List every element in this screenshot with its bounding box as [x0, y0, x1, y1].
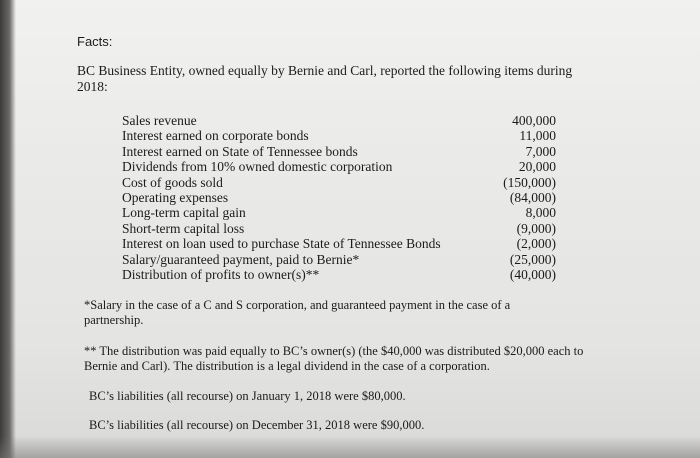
item-value: (9,000): [516, 220, 556, 236]
item-value: 20,000: [518, 159, 556, 175]
item-label: Distribution of profits to owner(s)**: [122, 266, 320, 282]
item-row: [122, 113, 556, 128]
item-label: Dividends from 10% owned domestic corporation: [122, 159, 393, 175]
item-value: 7,000: [525, 143, 556, 159]
item-row: [122, 128, 556, 143]
distribution-footnote: ** The distribution was paid equally to BC’s owner(s) (the $40,000 was distributed $20,000 each to Bernie and Carl). The distribution is a legal dividend in the case of a corporation.: [84, 344, 584, 373]
item-label: Short-term capital loss: [122, 220, 245, 236]
item-label: Operating expenses: [122, 189, 229, 205]
item-row: [122, 175, 556, 190]
bottom-shadow: [0, 436, 700, 458]
item-label: Interest on loan used to purchase State of Tennessee Bonds: [122, 236, 441, 252]
item-row: [122, 144, 556, 159]
item-value: (40,000): [509, 266, 556, 282]
liabilities-january: BC’s liabilities (all recourse) on January 1, 2018 were $80,000.: [89, 389, 406, 403]
item-value: (2,000): [516, 236, 556, 252]
item-row: [122, 236, 556, 251]
salary-footnote: *Salary in the case of a C and S corporation, and guaranteed payment in the case of a partnership.: [84, 298, 511, 327]
item-label: Cost of goods sold: [122, 174, 223, 190]
item-row: [122, 267, 556, 282]
item-label: Salary/guaranteed payment, paid to Bernie*: [122, 251, 360, 267]
intro-paragraph: BC Business Entity, owned equally by Bernie and Carl, reported the following items during 2018:: [77, 63, 573, 94]
item-row: [122, 159, 556, 174]
item-row: [122, 221, 556, 236]
item-label: Long-term capital gain: [122, 205, 246, 221]
item-row: [122, 205, 556, 220]
item-label: Interest earned on State of Tennessee bonds: [122, 143, 358, 159]
item-value: 11,000: [519, 128, 556, 144]
item-label: Sales revenue: [122, 113, 197, 128]
item-value: 8,000: [525, 205, 556, 221]
item-value: (84,000): [509, 189, 556, 205]
item-value: 400,000: [512, 113, 556, 128]
item-row: [122, 252, 556, 267]
item-label: Interest earned on corporate bonds: [122, 128, 309, 144]
items-list: [122, 113, 556, 282]
facts-heading: Facts:: [77, 34, 113, 49]
liabilities-december: BC’s liabilities (all recourse) on December 31, 2018 were $90,000.: [89, 418, 425, 432]
item-row: [122, 190, 556, 205]
item-value: (150,000): [503, 174, 556, 190]
item-value: (25,000): [509, 251, 556, 267]
